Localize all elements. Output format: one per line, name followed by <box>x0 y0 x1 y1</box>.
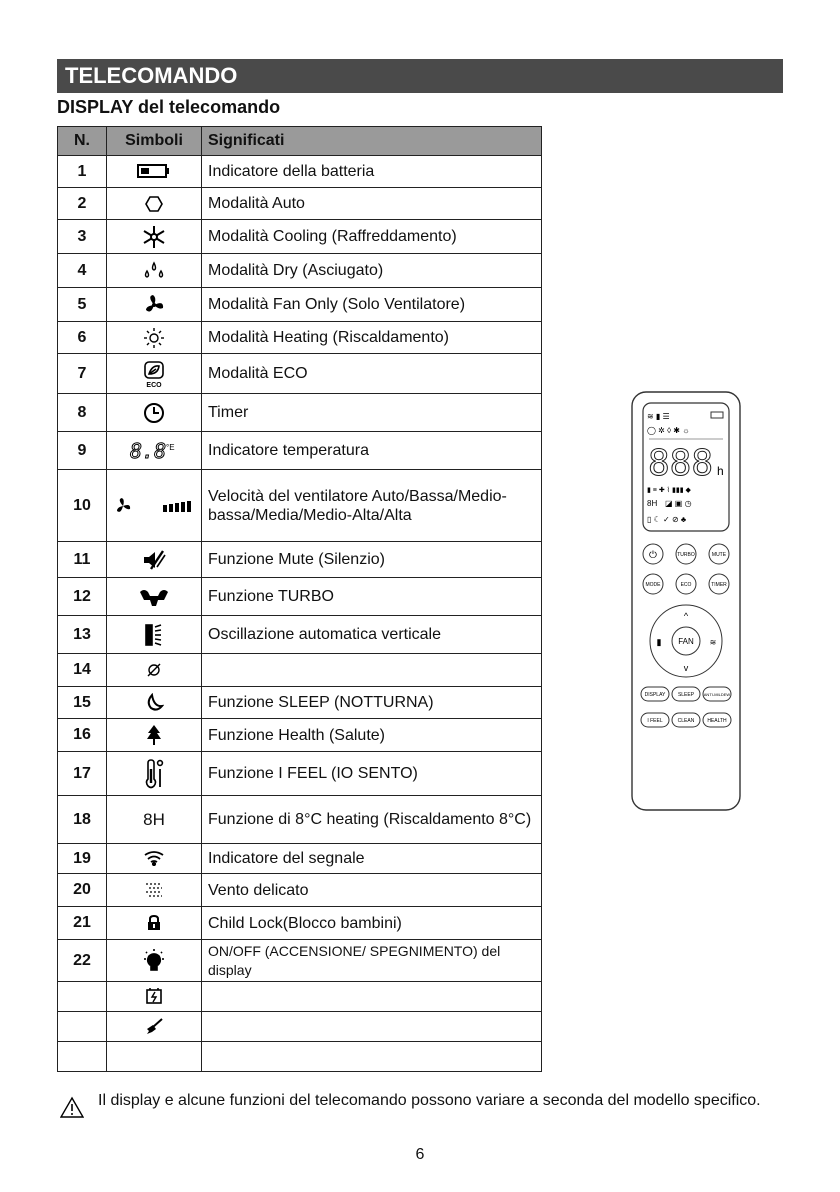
page-number: 6 <box>415 1146 425 1163</box>
swing-icon <box>107 616 202 654</box>
header-meanings: Significati <box>202 127 542 156</box>
mute-icon <box>107 542 202 578</box>
table-row <box>58 156 542 188</box>
power-icon: ⏻ <box>649 550 657 561</box>
fan-icon <box>107 288 202 322</box>
row-meaning <box>202 1042 542 1072</box>
table-row <box>58 578 542 616</box>
row-meaning: Funzione Health (Salute) <box>202 719 542 752</box>
clean-label: CLEAN <box>677 718 695 724</box>
row-meaning: Funzione SLEEP (NOTTURNA) <box>202 687 542 719</box>
signal-icon <box>107 844 202 874</box>
down-chevron-icon: v <box>683 663 689 673</box>
warning-icon <box>60 1096 84 1118</box>
row-number: 11 <box>58 542 107 578</box>
lcd-icons-row5: ▯ ☾ ✓ ⊘ ♣ <box>647 515 687 524</box>
timer-label: TIMER <box>711 582 727 588</box>
table-row <box>58 1042 542 1072</box>
remote-control-illustration <box>631 391 741 811</box>
table-row <box>58 220 542 254</box>
fan-speed-icon <box>107 470 202 542</box>
note <box>60 1090 780 1112</box>
row-meaning: Funzione I FEEL (IO SENTO) <box>202 752 542 796</box>
row-meaning: Indicatore temperatura <box>202 432 542 470</box>
row-meaning: Vento delicato <box>202 874 542 907</box>
broom-icon <box>107 1012 202 1042</box>
lcd-icons-row3: ▮ ≡ ✚ ⌇ ▮▮▮ ◆ <box>647 487 691 494</box>
table-row <box>58 254 542 288</box>
sleep-label: SLEEP <box>677 692 695 698</box>
row-number: 13 <box>58 616 107 654</box>
row-number: 12 <box>58 578 107 616</box>
swing-left-icon: ▮ <box>656 637 662 647</box>
gentle-wind-icon <box>107 874 202 907</box>
row-number: 18 <box>58 796 107 844</box>
row-number <box>58 1042 107 1072</box>
row-number: 15 <box>58 687 107 719</box>
row-meaning: Funzione di 8°C heating (Riscaldamento 8°C) <box>202 796 542 844</box>
mode-label: MODE <box>645 582 661 588</box>
table-row <box>58 288 542 322</box>
row-meaning: Child Lock(Blocco bambini) <box>202 907 542 940</box>
auto-mode-icon <box>107 188 202 220</box>
lcd-mode: 8H <box>647 499 658 508</box>
table-row <box>58 616 542 654</box>
row-meaning <box>202 654 542 687</box>
row-number: 9 <box>58 432 107 470</box>
turbo-label: TURBO <box>677 552 695 558</box>
table-row <box>58 542 542 578</box>
header-symbols: Simboli <box>107 127 202 156</box>
row-meaning: ON/OFF (ACCENSIONE/ SPEGNIMENTO) del display <box>202 940 542 982</box>
table-header-row <box>58 127 542 156</box>
row-meaning: Modalità Heating (Riscaldamento) <box>202 322 542 354</box>
row-number: 19 <box>58 844 107 874</box>
table-row <box>58 907 542 940</box>
row-meaning: Modalità Dry (Asciugato) <box>202 254 542 288</box>
svg-text:ECO: ECO <box>146 381 162 388</box>
ifeel-icon <box>107 752 202 796</box>
lcd-digits: 888 <box>648 443 714 484</box>
battery-icon <box>107 156 202 188</box>
up-chevron-icon: ^ <box>683 611 689 621</box>
row-number: 8 <box>58 394 107 432</box>
table-row <box>58 874 542 907</box>
svg-text:8.8: 8.8 <box>130 439 167 462</box>
row-number: 7 <box>58 354 107 394</box>
table-row <box>58 752 542 796</box>
row-number <box>58 982 107 1012</box>
tree-icon <box>107 719 202 752</box>
table-row <box>58 432 542 470</box>
mute-label: MUTE <box>711 552 727 558</box>
lock-icon <box>107 907 202 940</box>
lcd-unit: h <box>717 464 724 478</box>
row-meaning: Modalità ECO <box>202 354 542 394</box>
eco-leaf-icon <box>107 354 202 394</box>
row-number: 4 <box>58 254 107 288</box>
anti-mildew-icon <box>107 654 202 687</box>
row-number: 6 <box>58 322 107 354</box>
turbo-icon <box>107 578 202 616</box>
display-label: DISPLAY <box>644 692 666 698</box>
table-row <box>58 844 542 874</box>
temp-digits-icon <box>107 432 202 470</box>
row-meaning: Funzione TURBO <box>202 578 542 616</box>
row-meaning: Velocità del ventilatore Auto/Bassa/Medio-bassa/Media/Medio-Alta/Alta <box>202 470 542 542</box>
row-meaning: Oscillazione automatica verticale <box>202 616 542 654</box>
header-number: N. <box>58 127 107 156</box>
anti-mildew-label: ANTI-MILDEW <box>703 692 731 697</box>
row-number: 1 <box>58 156 107 188</box>
row-number: 17 <box>58 752 107 796</box>
table-row <box>58 719 542 752</box>
table-row <box>58 394 542 432</box>
row-meaning: Modalità Cooling (Raffreddamento) <box>202 220 542 254</box>
row-meaning: Indicatore del segnale <box>202 844 542 874</box>
table-row <box>58 322 542 354</box>
row-number: 16 <box>58 719 107 752</box>
section-subtitle: DISPLAY del telecomando <box>57 97 281 117</box>
health-label: HEALTH <box>707 718 727 724</box>
table-row <box>58 188 542 220</box>
drops-icon <box>107 254 202 288</box>
row-meaning: Indicatore della batteria <box>202 156 542 188</box>
row-meaning: Funzione Mute (Silenzio) <box>202 542 542 578</box>
table-row <box>58 940 542 982</box>
section-header: TELECOMANDO <box>57 59 783 93</box>
clock-icon <box>107 394 202 432</box>
8h-label: 8H <box>107 796 202 844</box>
table-row <box>58 796 542 844</box>
table-row <box>58 982 542 1012</box>
empty-symbol-cell <box>107 1042 202 1072</box>
row-meaning <box>202 982 542 1012</box>
ifeel-label: I FEEL <box>647 718 663 724</box>
clean-battery-icon <box>107 982 202 1012</box>
row-meaning: Modalità Fan Only (Solo Ventilatore) <box>202 288 542 322</box>
row-number <box>58 1012 107 1042</box>
snowflake-icon <box>107 220 202 254</box>
table-row <box>58 354 542 394</box>
lcd-icons-row4: ◪ ▣ ◷ <box>665 499 692 508</box>
table-row <box>58 687 542 719</box>
moon-icon <box>107 687 202 719</box>
row-meaning: Modalità Auto <box>202 188 542 220</box>
row-number: 20 <box>58 874 107 907</box>
table-row <box>58 1012 542 1042</box>
row-number: 2 <box>58 188 107 220</box>
sun-icon <box>107 322 202 354</box>
lcd-icons-row1: ≋ ▮ ☰ <box>647 412 670 421</box>
table-row <box>58 470 542 542</box>
row-number: 3 <box>58 220 107 254</box>
symbols-table <box>57 126 542 1072</box>
svg-text:°E: °E <box>166 442 175 452</box>
bulb-icon <box>107 940 202 982</box>
fan-label: FAN <box>678 637 694 646</box>
lcd-icons-row2: ◯ ✲ ◊ ✱ ☼ <box>647 426 690 435</box>
row-number: 10 <box>58 470 107 542</box>
row-meaning: Timer <box>202 394 542 432</box>
table-row <box>58 654 542 687</box>
wind-right-icon: ≋ <box>709 638 717 647</box>
row-number: 21 <box>58 907 107 940</box>
row-number: 14 <box>58 654 107 687</box>
note-text: Il display e alcune funzioni del telecomando possono variare a seconda del modello specifico. <box>98 1092 761 1109</box>
eco-label: ECO <box>680 582 692 588</box>
row-number: 22 <box>58 940 107 982</box>
row-number: 5 <box>58 288 107 322</box>
row-meaning <box>202 1012 542 1042</box>
